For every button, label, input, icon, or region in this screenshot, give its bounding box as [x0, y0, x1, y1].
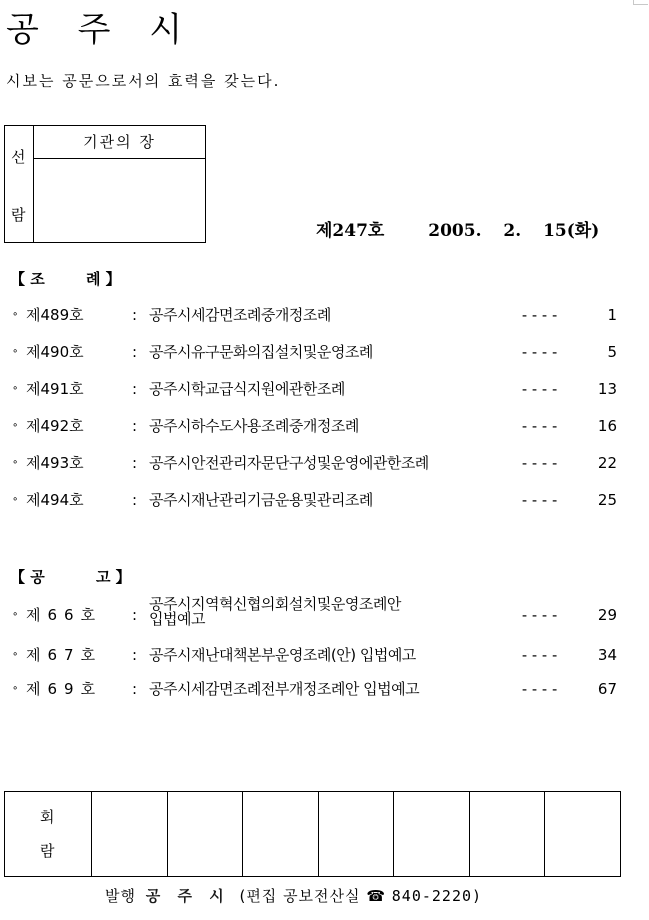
page-number: 22 — [597, 454, 617, 472]
separator-colon: : — [132, 680, 138, 698]
circulation-sign-cell[interactable] — [319, 792, 395, 876]
circulation-sign-cell[interactable] — [394, 792, 470, 876]
page-number: 34 — [597, 646, 617, 664]
leader-dashes: ---- — [520, 380, 561, 398]
ordinance-title[interactable]: 공주시안전관리자문단구성및운영에관한조례 — [149, 454, 429, 472]
bullet-icon: ∘ — [12, 346, 19, 357]
footer-org: 공 주 시 — [145, 887, 230, 905]
publisher-footer — [105, 885, 482, 906]
bullet-icon: ∘ — [12, 683, 19, 694]
page-number: 67 — [597, 680, 617, 698]
separator-colon: : — [132, 380, 138, 398]
ordinance-title[interactable]: 공주시학교급식지원에관한조례 — [149, 380, 345, 398]
approval-box — [4, 125, 206, 243]
leader-dashes: ---- — [520, 646, 561, 664]
notice-number: 제67호 — [26, 646, 103, 664]
circulation-label-bottom: 람 — [40, 842, 55, 860]
ordinance-number: 제492호 — [26, 417, 84, 435]
issue-info — [316, 216, 599, 241]
ordinances-section-header — [10, 268, 121, 289]
bullet-icon: ∘ — [12, 649, 19, 660]
page-number: 5 — [607, 343, 617, 361]
separator-colon: : — [132, 306, 138, 324]
approval-label-top: 선 — [11, 148, 26, 166]
notice-number: 제66호 — [26, 606, 103, 624]
separator-colon: : — [132, 491, 138, 509]
bullet-icon: ∘ — [12, 609, 19, 620]
bullet-icon: ∘ — [12, 383, 19, 394]
leader-dashes: ---- — [520, 343, 561, 361]
circulation-sign-cell[interactable] — [243, 792, 319, 876]
leader-dashes: ---- — [520, 606, 561, 624]
approval-label-bottom: 람 — [11, 206, 26, 224]
notices-section-header — [10, 566, 131, 587]
phone-icon: ☎ — [366, 887, 386, 905]
separator-colon: : — [132, 646, 138, 664]
bullet-icon: ∘ — [12, 457, 19, 468]
footer-prefix: 발행 — [105, 887, 136, 905]
page-number: 16 — [597, 417, 617, 435]
approval-head-label: 기관의 장 — [34, 126, 205, 159]
notice-title-line2: 입법예고 — [149, 610, 205, 628]
page-corner-mark — [633, 0, 648, 5]
circulation-box — [4, 791, 621, 877]
ordinance-number: 제489호 — [26, 306, 84, 324]
separator-colon: : — [132, 343, 138, 361]
leader-dashes: ---- — [520, 680, 561, 698]
bullet-icon: ∘ — [12, 494, 19, 505]
issue-month: 2. — [503, 221, 522, 241]
ordinance-number: 제494호 — [26, 491, 84, 509]
page-subtitle: 시보는 공문으로서의 효력을 갖는다. — [6, 72, 281, 90]
page-title: 공 주 시 — [6, 10, 197, 50]
ordinance-number: 제493호 — [26, 454, 84, 472]
circulation-sign-cell[interactable] — [545, 792, 620, 876]
circulation-label-cell — [5, 792, 92, 876]
ordinance-title[interactable]: 공주시세감면조례중개정조례 — [149, 306, 331, 324]
section-label-close: 고 】 — [95, 568, 131, 586]
circulation-label-top: 회 — [40, 808, 55, 826]
separator-colon: : — [132, 454, 138, 472]
circulation-sign-cell[interactable] — [92, 792, 168, 876]
notice-title-line1: 공주시지역혁신협의회설치및운영조례안 — [149, 595, 401, 613]
ordinance-number: 제490호 — [26, 343, 84, 361]
issue-year: 2005. — [428, 221, 482, 241]
bullet-icon: ∘ — [12, 309, 19, 320]
notice-number: 제69호 — [26, 680, 103, 698]
approval-side-label — [5, 126, 34, 242]
separator-colon: : — [132, 417, 138, 435]
circulation-sign-cell[interactable] — [470, 792, 546, 876]
page-number: 29 — [597, 606, 617, 624]
notice-title[interactable]: 공주시세감면조례전부개정조례안 입법예고 — [149, 680, 420, 698]
issue-number: 제247호 — [316, 221, 385, 241]
separator-colon: : — [132, 606, 138, 624]
ordinance-title[interactable]: 공주시재난관리기금운용및관리조례 — [149, 491, 373, 509]
section-label-open: 【 조 — [10, 270, 45, 288]
leader-dashes: ---- — [520, 454, 561, 472]
notice-title[interactable]: 공주시재난대책본부운영조례(안) 입법예고 — [149, 646, 416, 664]
page-number: 13 — [597, 380, 617, 398]
page-number: 25 — [597, 491, 617, 509]
footer-editor: (편집 공보전산실 — [239, 887, 361, 905]
ordinance-title[interactable]: 공주시유구문화의집설치및운영조례 — [149, 343, 373, 361]
section-label-close: 례 】 — [85, 270, 121, 288]
section-label-open: 【 공 — [10, 568, 45, 586]
bullet-icon: ∘ — [12, 420, 19, 431]
ordinance-number: 제491호 — [26, 380, 84, 398]
ordinance-title[interactable]: 공주시하수도사용조례중개정조례 — [149, 417, 359, 435]
leader-dashes: ---- — [520, 417, 561, 435]
circulation-sign-cell[interactable] — [168, 792, 244, 876]
leader-dashes: ---- — [520, 306, 561, 324]
issue-day: 15(화) — [543, 221, 600, 241]
leader-dashes: ---- — [520, 491, 561, 509]
page-number: 1 — [607, 306, 617, 324]
footer-phone: 840-2220) — [391, 887, 483, 905]
notice-title[interactable] — [149, 597, 401, 627]
